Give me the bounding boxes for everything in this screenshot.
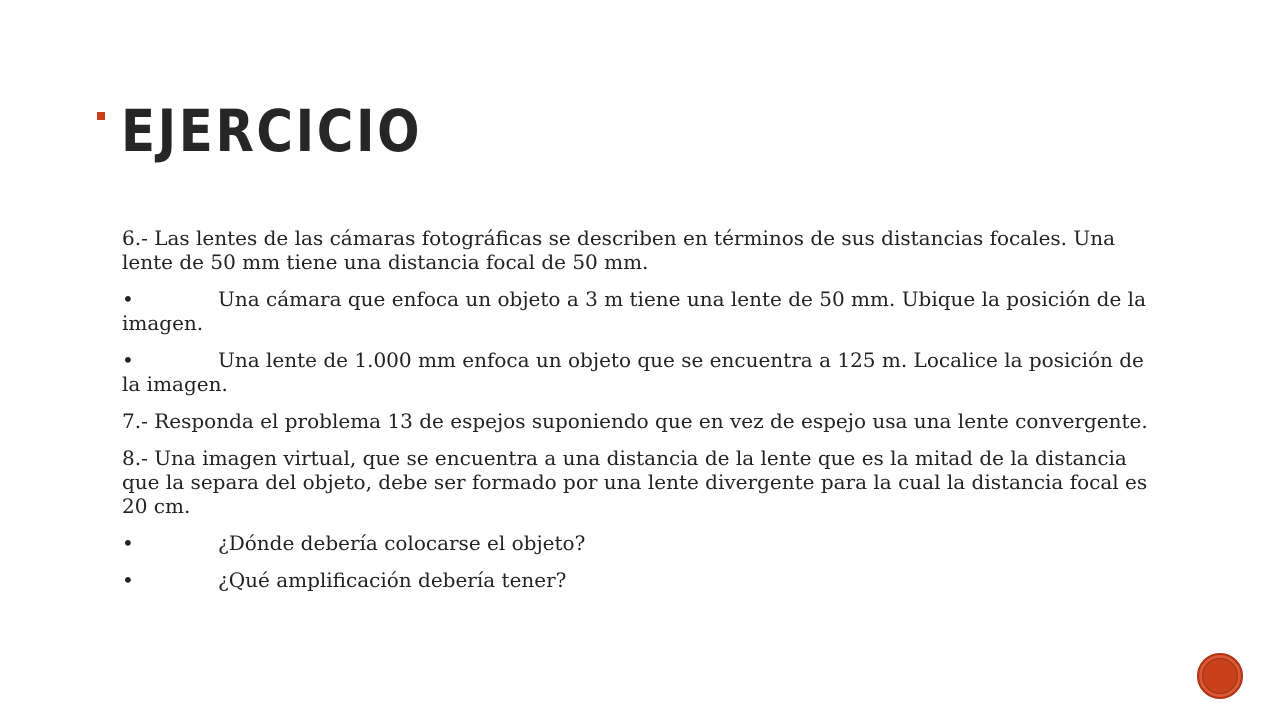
bullet-text: Una lente de 1.000 mm enfoca un objeto que se encuentra a 125 m. Localice la posición de la imagen. — [122, 348, 1144, 396]
bullet-8a — [122, 531, 1162, 555]
bullet-text: Una cámara que enfoca un objeto a 3 m tiene una lente de 50 mm. Ubique la posición de la imagen. — [122, 287, 1146, 335]
bullet-text: ¿Qué amplificación debería tener? — [218, 568, 567, 592]
paragraph-text: 7.- Responda el problema 13 de espejos suponiendo que en vez de espejo usa una lente convergente. — [122, 409, 1148, 433]
paragraph-6 — [122, 226, 1162, 274]
bullet-8b — [122, 568, 1162, 592]
bullet-icon: • — [122, 531, 134, 555]
bullet-6b — [122, 348, 1162, 396]
slide-body — [122, 226, 1162, 605]
bullet-6a — [122, 287, 1162, 335]
paragraph-7 — [122, 409, 1162, 433]
bullet-icon: • — [122, 568, 134, 592]
bullet-icon: • — [122, 348, 134, 372]
slide-number-badge — [1197, 653, 1243, 699]
title-marker — [97, 112, 105, 120]
paragraph-text: 8.- Una imagen virtual, que se encuentra a una distancia de la lente que es la mitad de la distancia que la separa del objeto, debe ser formado por una lente divergente para la cual la distancia focal es 20 cm. — [122, 446, 1148, 518]
paragraph-8 — [122, 446, 1162, 518]
slide-title: EJERCICIO — [121, 97, 423, 165]
paragraph-text: 6.- Las lentes de las cámaras fotográficas se describen en términos de sus distancias focales. Una lente de 50 mm tiene una distancia focal de 50 mm. — [122, 226, 1116, 274]
bullet-text: ¿Dónde debería colocarse el objeto? — [218, 531, 586, 555]
bullet-icon: • — [122, 287, 134, 311]
